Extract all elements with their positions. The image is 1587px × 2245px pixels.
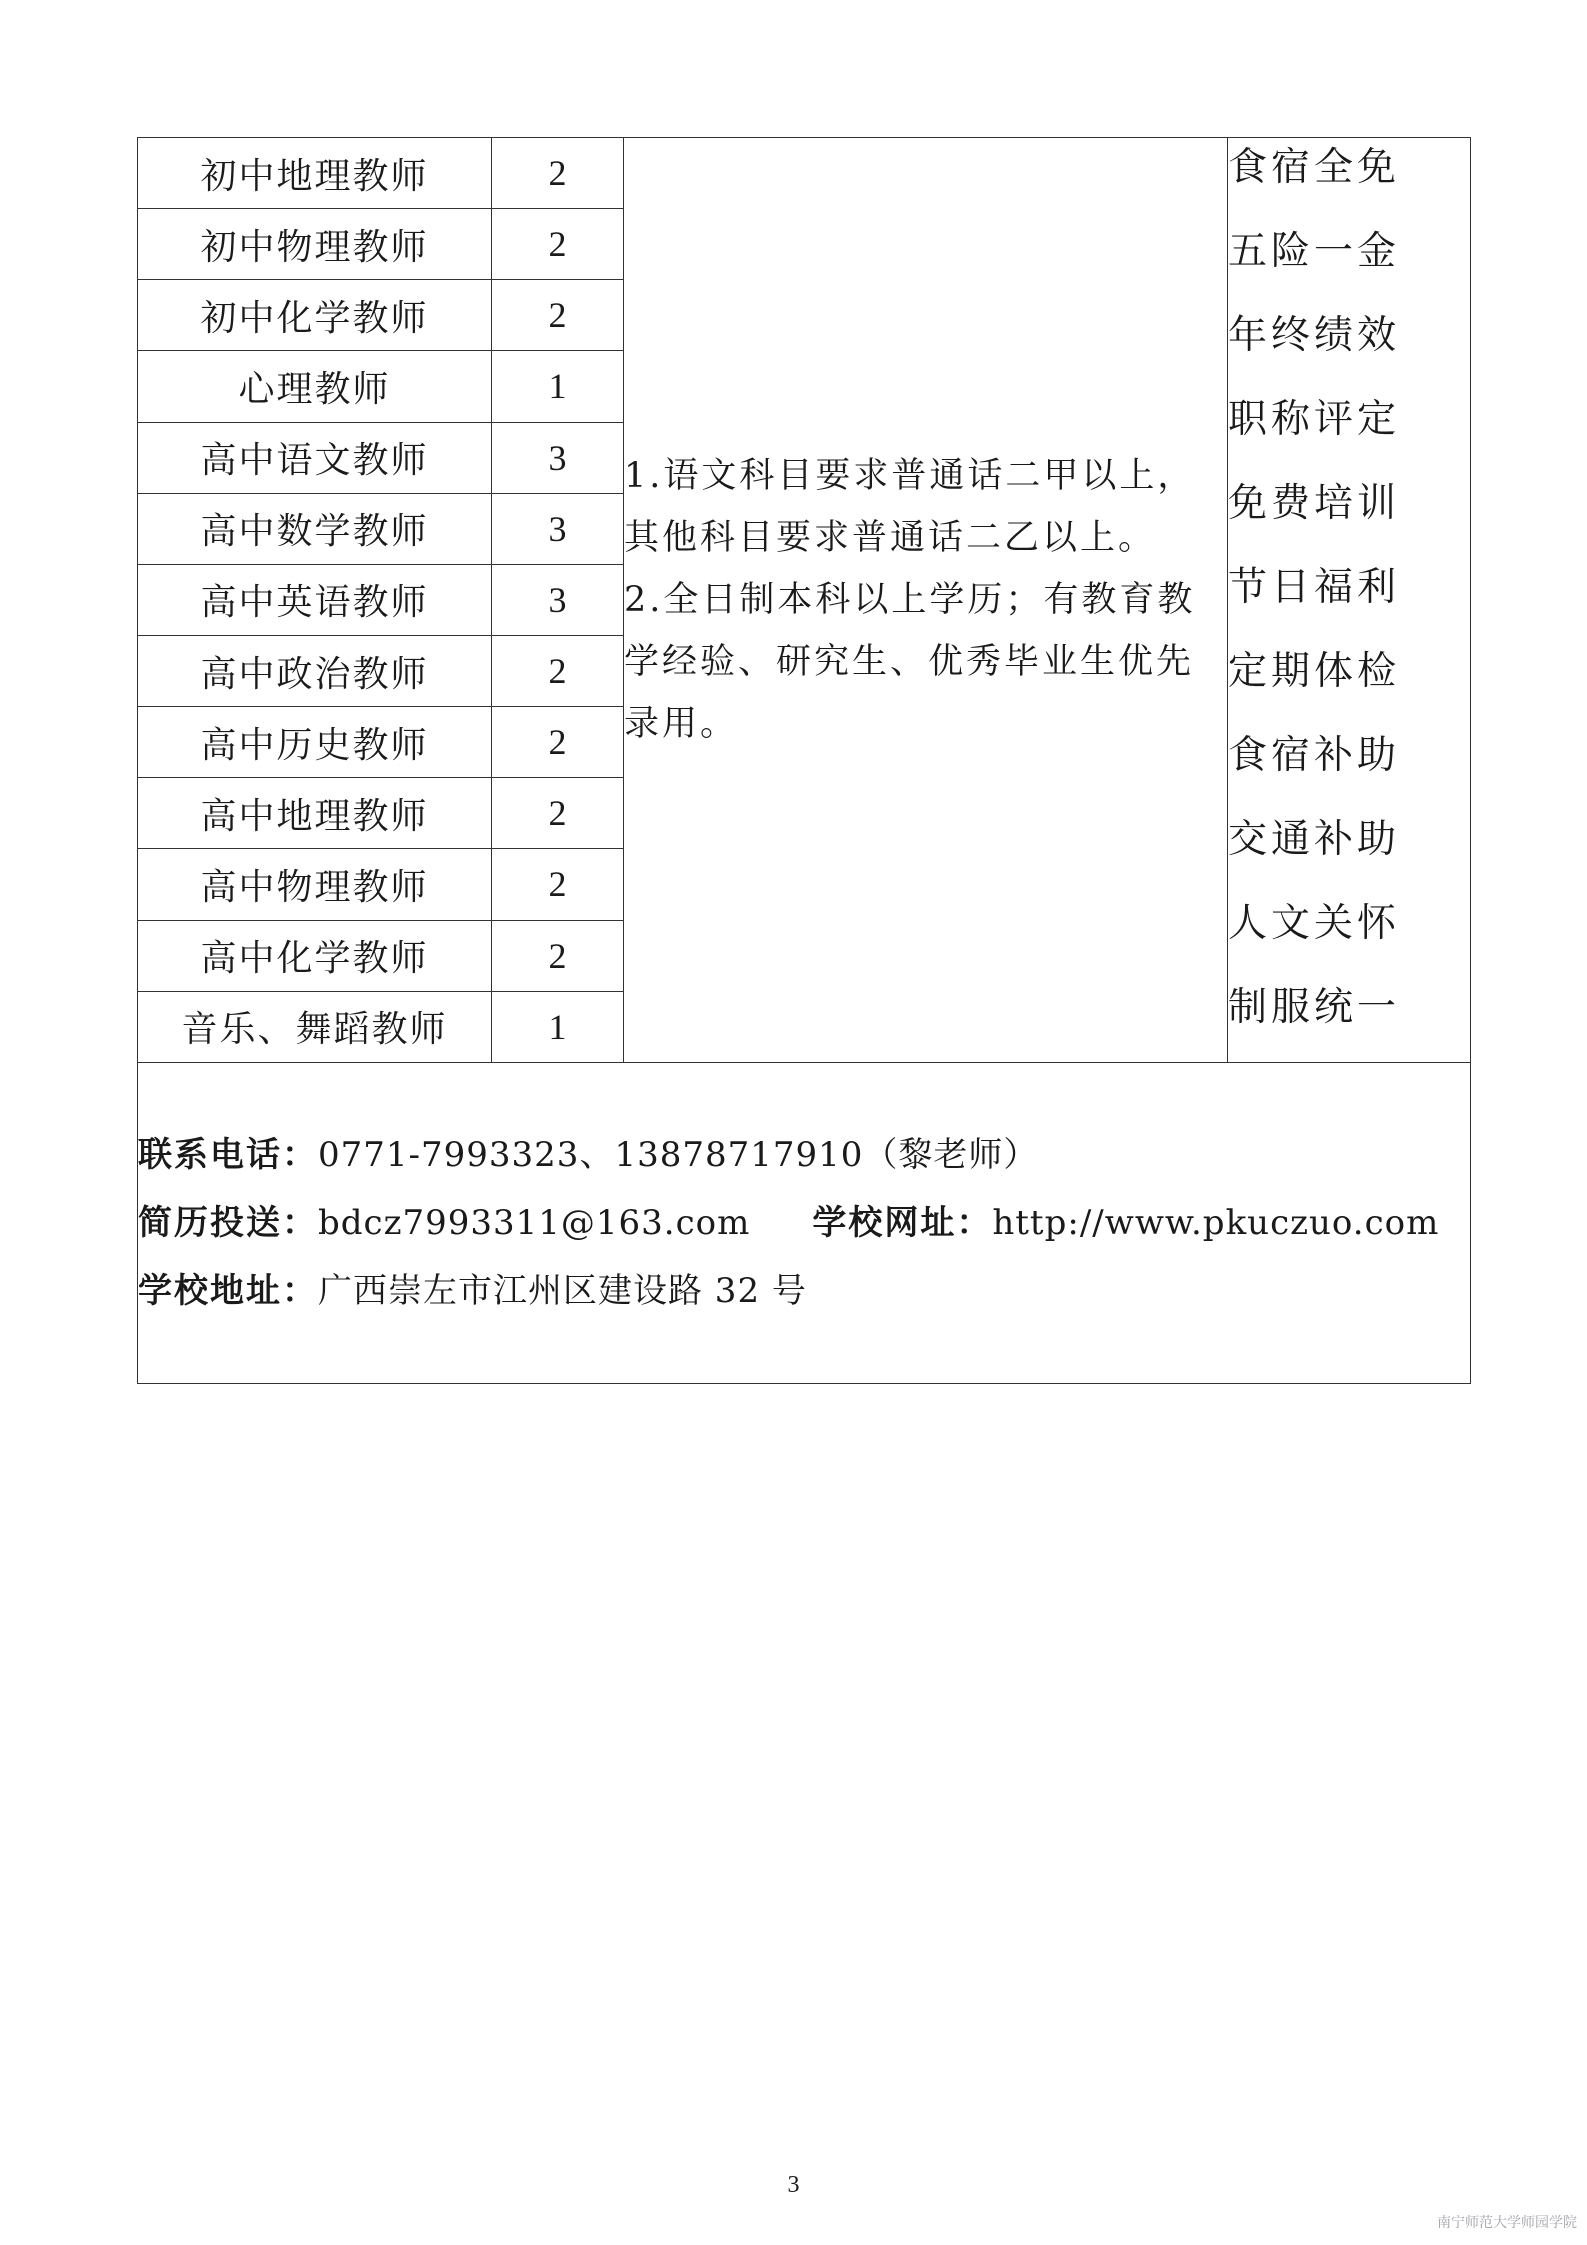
requirements-cell (624, 138, 1228, 1063)
benefit-item: 免费培训 (1228, 481, 1401, 526)
phone-label: 联系电话： (138, 1135, 318, 1175)
position-title: 高中英语教师 (138, 564, 492, 635)
benefits-cell (1228, 138, 1471, 1063)
benefit-item: 定期体检 (1228, 649, 1401, 694)
position-count: 1 (492, 351, 624, 422)
position-count: 1 (492, 991, 624, 1062)
contact-phone (138, 1121, 1470, 1189)
phone-value: 0771-7993323、13878717910（黎老师） (318, 1135, 1039, 1175)
contact-cell (138, 1063, 1471, 1384)
position-count: 2 (492, 280, 624, 351)
position-count: 3 (492, 564, 624, 635)
address-value: 广西崇左市江州区建设路 32 号 (318, 1271, 807, 1311)
position-count: 2 (492, 920, 624, 991)
benefit-item: 制服统一 (1228, 985, 1401, 1030)
position-count: 3 (492, 422, 624, 493)
position-title: 心理教师 (138, 351, 492, 422)
position-title: 高中物理教师 (138, 849, 492, 920)
position-title: 音乐、舞蹈教师 (138, 991, 492, 1062)
benefit-item: 交通补助 (1228, 817, 1401, 862)
position-title: 高中历史教师 (138, 707, 492, 778)
position-title: 高中语文教师 (138, 422, 492, 493)
benefit-item: 食宿补助 (1228, 733, 1401, 778)
position-count: 2 (492, 635, 624, 706)
benefit-item: 人文关怀 (1228, 901, 1401, 946)
recruitment-table (137, 137, 1471, 1384)
position-title: 初中地理教师 (138, 138, 492, 209)
website-label: 学校网址： (812, 1203, 993, 1243)
watermark: 南宁师范大学师园学院 (1437, 2215, 1577, 2231)
position-title: 高中化学教师 (138, 920, 492, 991)
email-label: 简历投送： (138, 1203, 318, 1243)
position-title: 高中地理教师 (138, 778, 492, 849)
benefit-item: 食宿全免 (1228, 145, 1401, 190)
website-value: http://www.pkuczuo.com (992, 1203, 1440, 1243)
email-value: bdcz7993311@163.com (318, 1203, 751, 1243)
position-title: 高中数学教师 (138, 493, 492, 564)
contact-row (138, 1063, 1471, 1384)
table-row (138, 138, 1471, 209)
benefit-item: 年终绩效 (1228, 313, 1401, 358)
position-count: 2 (492, 778, 624, 849)
benefit-item: 职称评定 (1228, 397, 1401, 442)
table-body (138, 138, 1471, 1384)
position-title: 高中政治教师 (138, 635, 492, 706)
benefit-item: 五险一金 (1228, 229, 1401, 274)
benefit-item: 节日福利 (1228, 565, 1401, 610)
position-count: 2 (492, 209, 624, 280)
position-title: 初中化学教师 (138, 280, 492, 351)
requirement-item: 2.全日制本科以上学历；有教育教学经验、研究生、优秀毕业生优先录用。 (624, 580, 1196, 744)
position-count: 2 (492, 849, 624, 920)
contact-address (138, 1257, 1470, 1325)
contact-email-website (138, 1189, 1470, 1257)
position-count: 2 (492, 707, 624, 778)
position-title: 初中物理教师 (138, 209, 492, 280)
page-number: 3 (787, 2172, 800, 2198)
position-count: 3 (492, 493, 624, 564)
address-label: 学校地址： (138, 1271, 318, 1311)
requirement-item: 1.语文科目要求普通话二甲以上，其他科目要求普通话二乙以上。 (624, 456, 1196, 558)
position-count: 2 (492, 138, 624, 209)
